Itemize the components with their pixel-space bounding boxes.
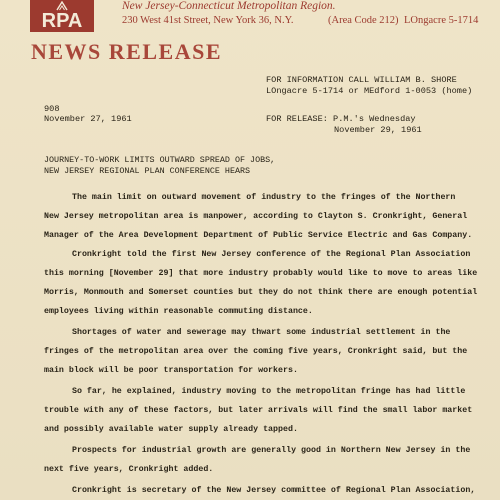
body-line: Prospects for industrial growth are generally good in Northern New Jersey in the xyxy=(72,446,471,455)
body-line: The main limit on outward movement of industry to the fringes of the Northern xyxy=(72,193,456,202)
logo-text: RPA xyxy=(41,10,83,32)
letterhead-address: 230 West 41st Street, New York 36, N.Y. xyxy=(122,15,294,26)
body-line: Manager of the Area Development Department of Public Service Electric and Gas Company. xyxy=(44,231,473,240)
body-line: employees living within reasonable commuting distance. xyxy=(44,307,313,316)
body-line: New Jersey metropolitan area is manpower, according to Clayton S. Cronkright, General xyxy=(44,212,468,221)
doc-date: November 27, 1961 xyxy=(44,114,132,124)
body-line: this morning [November 29] that more industry probably would like to move to areas like xyxy=(44,269,478,278)
body-line: Morris, Monmouth and Somerset counties but they do not think there are enough potential xyxy=(44,288,478,297)
rpa-logo xyxy=(30,0,94,32)
body-line: and possibly available water supply already tapped. xyxy=(44,425,298,434)
info-line-1: FOR INFORMATION CALL WILLIAM B. SHORE xyxy=(266,75,457,85)
letterhead-subtitle: New Jersey-Connecticut Metropolitan Region. xyxy=(122,0,336,12)
letterhead-area-code: (Area Code 212) xyxy=(328,15,399,26)
body-line: Cronkright told the first New Jersey conference of the Regional Plan Association xyxy=(72,250,471,259)
emblem-icon xyxy=(56,1,68,11)
info-line-2: LOngacre 5-1714 or MEdford 1-0053 (home) xyxy=(266,86,473,96)
release-line-2: November 29, 1961 xyxy=(334,125,422,135)
headline-line-2: NEW JERSEY REGIONAL PLAN CONFERENCE HEARS xyxy=(44,166,251,176)
doc-number: 908 xyxy=(44,104,60,114)
release-line-1: FOR RELEASE: P.M.'s Wednesday xyxy=(266,114,416,124)
headline-line-1: JOURNEY-TO-WORK LIMITS OUTWARD SPREAD OF JOBS, xyxy=(44,155,276,165)
news-release-title: NEWS RELEASE xyxy=(31,39,223,64)
body-line: Shortages of water and sewerage may thwart some industrial settlement in the xyxy=(72,328,451,337)
body-line: Cronkright is secretary of the New Jersey committee of Regional Plan Association, xyxy=(72,486,476,495)
body-line: main block will be poor transportation for workers. xyxy=(44,366,298,375)
body-line: trouble with any of these factors, but later arrivals will find the small labor market xyxy=(44,406,473,415)
letterhead-phone: LOngacre 5-1714 xyxy=(404,15,479,26)
body-line: next five years, Cronkright added. xyxy=(44,465,214,474)
body-line: fringes of the metropolitan area over the coming five years, Cronkright said, but the xyxy=(44,347,468,356)
body-line: So far, he explained, industry moving to the metropolitan fringe has had little xyxy=(72,387,466,396)
